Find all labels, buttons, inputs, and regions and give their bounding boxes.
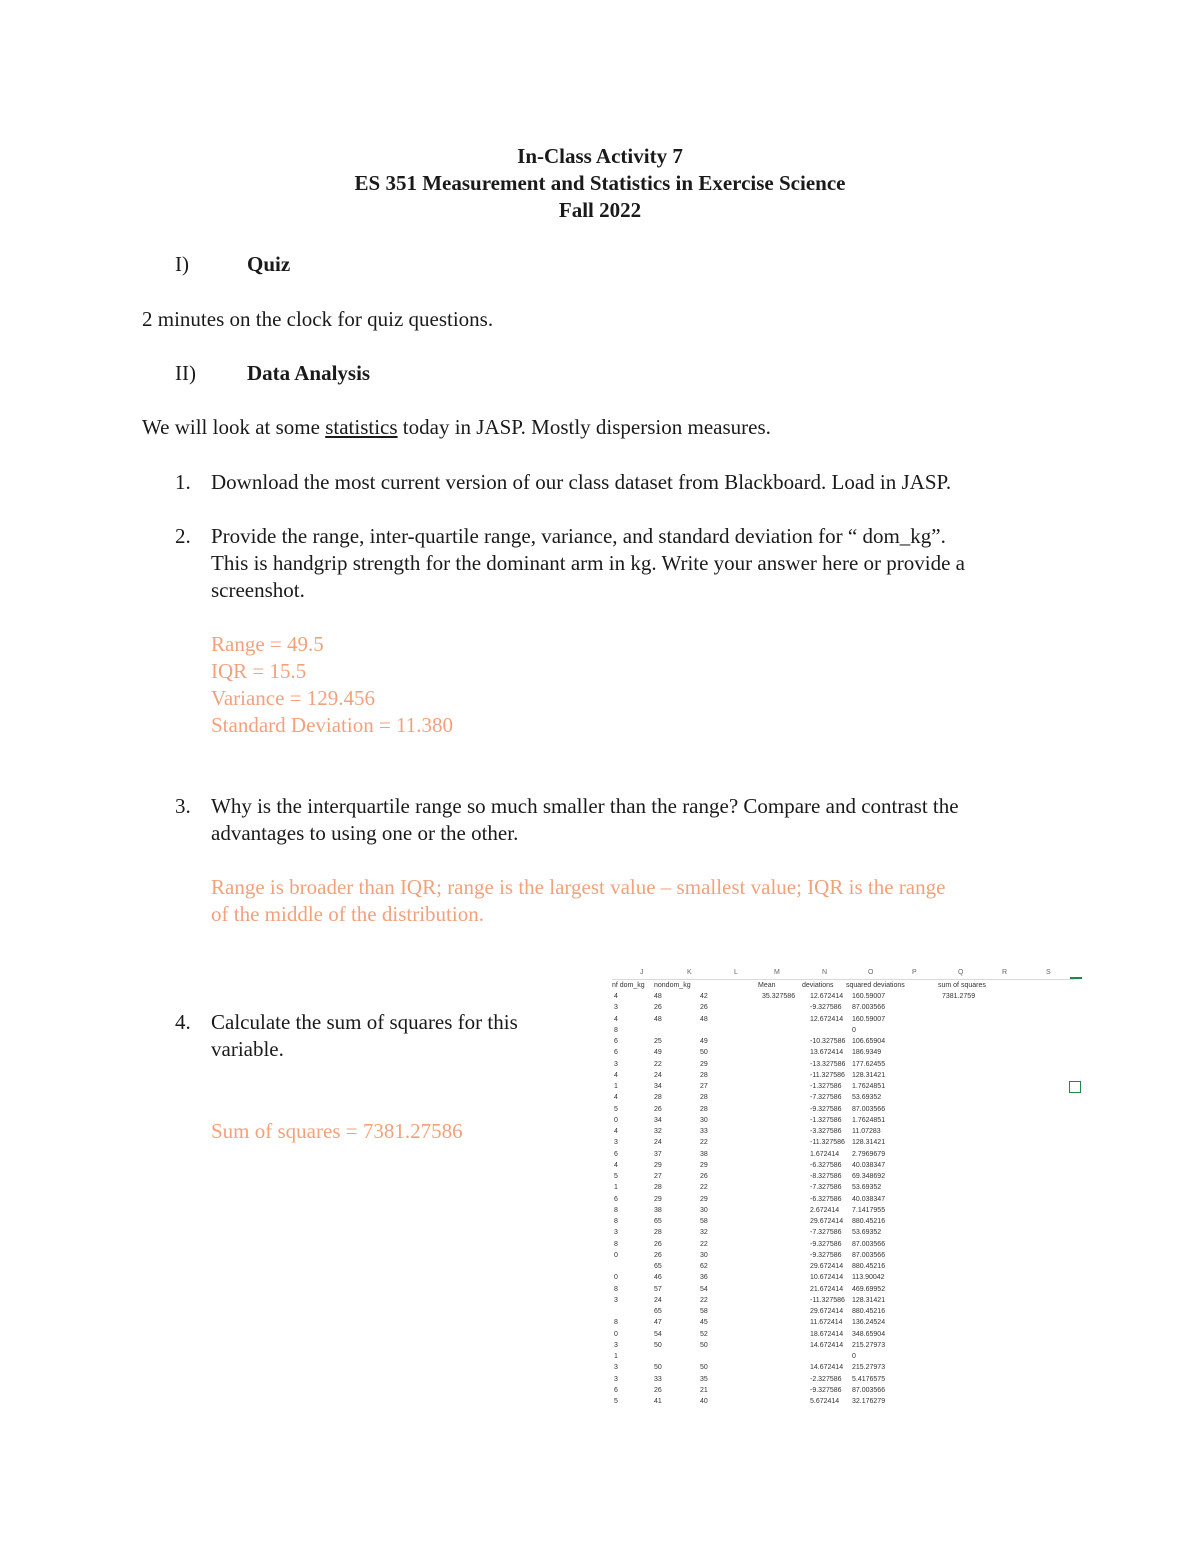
table-cell: 34 <box>654 1116 662 1124</box>
table-cell: 29.672414 <box>810 1263 844 1270</box>
table-cell: 22 <box>700 1184 708 1192</box>
table-cell: 3 <box>614 1341 618 1349</box>
table-cell: -9.327586 <box>810 1386 842 1394</box>
question-2-number: 2. <box>175 524 191 548</box>
table-cell: 6 <box>614 1195 618 1203</box>
question-3-answer-line: Range is broader than IQR; range is the largest value – smallest value; IQR is the range <box>211 875 946 899</box>
table-cell: 3 <box>614 1229 618 1237</box>
table-cell: 1 <box>614 1083 618 1090</box>
table-cell: 14.672414 <box>810 1341 844 1349</box>
table-cell: 1.672414 <box>810 1150 840 1158</box>
table-cell: 87.003566 <box>852 1004 886 1012</box>
table-cell: 3 <box>614 1060 618 1068</box>
table-cell: 47 <box>654 1319 662 1327</box>
table-cell: 28 <box>654 1229 662 1237</box>
table-cell: 12.672414 <box>810 1015 844 1023</box>
table-cell: 38 <box>654 1206 662 1214</box>
table-cell: 8 <box>614 1285 618 1293</box>
table-cell: 10.672414 <box>810 1274 844 1282</box>
answer-standard-deviation: Standard Deviation = 11.380 <box>211 713 454 737</box>
column-letter: M <box>774 969 780 976</box>
table-cell: 0 <box>614 1251 618 1259</box>
table-cell: 26 <box>654 1240 662 1248</box>
table-cell: 0 <box>852 1353 856 1360</box>
column-letter: L <box>734 969 738 976</box>
column-header: deviations <box>802 982 834 989</box>
table-cell: 6 <box>614 1150 618 1158</box>
table-cell: 30 <box>700 1206 708 1214</box>
table-cell: 186.9349 <box>852 1049 882 1057</box>
table-cell: 48 <box>700 1015 708 1023</box>
table-cell: 50 <box>700 1341 708 1349</box>
table-cell: 880.45216 <box>852 1263 886 1270</box>
table-cell: -9.327586 <box>810 1105 842 1113</box>
intro-text-pre: We will look at some <box>142 415 326 439</box>
column-letter: J <box>640 969 644 976</box>
question-1-text: Download the most current version of our class dataset from Blackboard. Load in JASP. <box>211 470 952 494</box>
table-cell: 3 <box>614 1296 618 1304</box>
table-cell: 26 <box>654 1105 662 1113</box>
table-cell: 45 <box>700 1319 708 1327</box>
table-cell: 2.672414 <box>810 1206 840 1214</box>
table-cell: 50 <box>700 1364 708 1372</box>
column-header: squared deviations <box>846 982 905 989</box>
table-cell: -6.327586 <box>810 1161 842 1169</box>
answer-range: Range = 49.5 <box>211 632 324 656</box>
answer-variance: Variance = 129.456 <box>211 686 376 710</box>
table-cell: 26 <box>654 1004 662 1012</box>
answer-iqr: IQR = 15.5 <box>211 659 307 683</box>
table-cell: 62 <box>700 1263 708 1270</box>
table-cell: -1.327586 <box>810 1116 842 1124</box>
table-cell: 65 <box>654 1218 662 1225</box>
sum-of-squares-value: 7381.2759 <box>942 993 976 1000</box>
table-cell: 29 <box>700 1060 708 1068</box>
term: Fall 2022 <box>558 198 642 222</box>
green-marker-icon <box>1070 977 1082 979</box>
section-1-text: 2 minutes on the clock for quiz questions. <box>142 307 494 331</box>
spreadsheet-screenshot <box>612 962 1084 1412</box>
question-1-number: 1. <box>175 470 191 494</box>
section-2-intro <box>142 414 771 441</box>
table-cell: 1 <box>614 1184 618 1192</box>
table-cell: 128.31421 <box>852 1071 886 1079</box>
table-cell: 26 <box>700 1173 708 1180</box>
table-cell: 21 <box>700 1386 708 1394</box>
column-letter: Q <box>958 969 964 976</box>
table-cell: 33 <box>654 1375 662 1383</box>
table-cell: 58 <box>700 1308 708 1315</box>
table-cell: -13.327586 <box>810 1060 846 1068</box>
table-cell: 49 <box>700 1038 708 1045</box>
table-cell: 87.003566 <box>852 1240 886 1248</box>
table-cell: 65 <box>654 1263 662 1270</box>
table-cell: 32 <box>654 1128 662 1135</box>
table-cell: 40.038347 <box>852 1195 886 1203</box>
table-cell: 160.59007 <box>852 1015 886 1023</box>
table-cell: 48 <box>654 993 662 1000</box>
question-3-answer-line: of the middle of the distribution. <box>211 902 484 926</box>
table-cell: 42 <box>700 993 708 1000</box>
table-cell: 69.348692 <box>852 1173 886 1180</box>
table-cell: 50 <box>654 1364 662 1372</box>
table-cell: 36 <box>700 1274 708 1282</box>
table-cell: -9.327586 <box>810 1004 842 1012</box>
table-cell: 8 <box>614 1206 618 1214</box>
table-cell: 880.45216 <box>852 1218 886 1225</box>
question-4-line: variable. <box>211 1037 284 1061</box>
table-cell: 30 <box>700 1116 708 1124</box>
column-letter: O <box>868 969 874 976</box>
table-cell: 54 <box>700 1285 708 1293</box>
table-cell: 28 <box>700 1094 708 1102</box>
table-cell: 1 <box>614 1353 618 1360</box>
table-cell: 35 <box>700 1375 708 1383</box>
table-cell: 348.65904 <box>852 1330 886 1338</box>
section-2-title: Data Analysis <box>247 361 371 385</box>
table-cell: 57 <box>654 1285 662 1293</box>
table-cell: 3 <box>614 1375 618 1383</box>
table-cell: 26 <box>654 1386 662 1394</box>
table-cell: 113.90042 <box>852 1274 885 1282</box>
table-cell: 8 <box>614 1319 618 1327</box>
table-cell: 24 <box>654 1071 662 1079</box>
table-cell: -7.327586 <box>810 1094 842 1102</box>
table-cell: 7.1417955 <box>852 1206 886 1214</box>
table-cell: 29 <box>654 1195 662 1203</box>
table-cell: -1.327586 <box>810 1083 842 1090</box>
table-cell: 40.038347 <box>852 1161 886 1169</box>
table-cell: 53.69352 <box>852 1094 882 1102</box>
table-cell: -3.327586 <box>810 1128 842 1135</box>
table-cell: 12.672414 <box>810 993 844 1000</box>
table-cell: -9.327586 <box>810 1240 842 1248</box>
column-header: sum of squares <box>938 982 986 989</box>
table-cell: 29 <box>700 1195 708 1203</box>
table-cell: 5.672414 <box>810 1398 840 1405</box>
question-4-line: Calculate the sum of squares for this <box>211 1010 518 1034</box>
table-cell: 27 <box>700 1083 708 1090</box>
table-cell: 25 <box>654 1038 662 1045</box>
answer-sum-of-squares: Sum of squares = 7381.27586 <box>211 1119 463 1143</box>
table-cell: 18.672414 <box>810 1330 844 1338</box>
table-cell: 469.69952 <box>852 1285 886 1293</box>
table-cell: 0 <box>614 1116 618 1124</box>
column-header: Mean <box>758 982 776 989</box>
table-cell: 38 <box>700 1150 708 1158</box>
table-cell: 22 <box>700 1139 708 1147</box>
column-letter: N <box>822 969 828 976</box>
table-cell: 177.62455 <box>852 1060 886 1068</box>
question-4-number: 4. <box>175 1010 191 1034</box>
table-cell: 53.69352 <box>852 1229 882 1237</box>
table-cell: 4 <box>614 1161 618 1169</box>
table-cell: 6 <box>614 1038 618 1045</box>
table-cell: 32.176279 <box>852 1398 886 1405</box>
table-cell: 22 <box>700 1240 708 1248</box>
table-cell: 58 <box>700 1218 708 1225</box>
table-cell: -11.327586 <box>810 1071 845 1079</box>
table-cell: 880.45216 <box>852 1308 886 1315</box>
column-header-divider <box>612 979 1074 980</box>
table-cell: 13.672414 <box>810 1049 844 1057</box>
table-cell: 1.7624851 <box>852 1083 886 1090</box>
table-cell: 4 <box>614 1094 618 1102</box>
column-header: nondom_kg <box>654 982 691 989</box>
intro-text-post: today in JASP. Mostly dispersion measures. <box>397 415 771 439</box>
table-cell: 11.672414 <box>810 1319 843 1327</box>
table-cell: 27 <box>654 1173 662 1180</box>
question-3-line: advantages to using one or the other. <box>211 821 519 845</box>
column-letter: S <box>1046 969 1051 976</box>
table-cell: 3 <box>614 1004 618 1012</box>
table-cell: 37 <box>654 1150 662 1158</box>
table-cell: 5 <box>614 1398 618 1405</box>
table-cell: 40 <box>700 1398 708 1405</box>
green-box-icon <box>1069 1081 1081 1093</box>
question-2-line: Provide the range, inter-quartile range, variance, and standard deviation for “ dom_kg”. <box>211 524 946 548</box>
table-cell: 22 <box>654 1060 662 1068</box>
statistics-link[interactable]: statistics <box>325 415 398 439</box>
table-cell: 53.69352 <box>852 1184 882 1192</box>
table-cell: 28 <box>700 1071 708 1079</box>
table-cell: 26 <box>700 1004 708 1012</box>
table-cell: 87.003566 <box>852 1386 886 1394</box>
table-cell: -7.327586 <box>810 1184 842 1192</box>
table-cell: 3 <box>614 1139 618 1147</box>
table-cell: 52 <box>700 1330 708 1338</box>
table-cell: -6.327586 <box>810 1195 842 1203</box>
table-cell: 54 <box>654 1330 662 1338</box>
section-2-number: II) <box>175 361 196 385</box>
table-cell: 0 <box>614 1274 618 1282</box>
table-cell: -11.327586 <box>810 1139 845 1147</box>
table-cell: 87.003566 <box>852 1105 886 1113</box>
table-cell: 11.07283 <box>852 1128 881 1135</box>
table-cell: 34 <box>654 1083 662 1090</box>
table-cell: 8 <box>614 1026 618 1034</box>
document-title: In-Class Activity 7 <box>517 144 683 168</box>
table-cell: 46 <box>654 1274 662 1282</box>
column-letter: P <box>912 969 917 976</box>
table-cell: 8 <box>614 1218 618 1225</box>
table-cell: 24 <box>654 1296 662 1304</box>
question-2-line: This is handgrip strength for the dominant arm in kg. Write your answer here or provide a <box>211 551 965 575</box>
table-cell: 28 <box>654 1094 662 1102</box>
question-3-number: 3. <box>175 794 191 818</box>
course-title: ES 351 Measurement and Statistics in Exercise Science <box>354 171 846 195</box>
table-cell: 5.4176575 <box>852 1375 886 1383</box>
table-cell: 33 <box>700 1128 708 1135</box>
table-cell: 28 <box>700 1105 708 1113</box>
table-cell: 6 <box>614 1386 618 1394</box>
table-cell: 29 <box>654 1161 662 1169</box>
table-cell: 215.27973 <box>852 1341 886 1349</box>
table-cell: 87.003566 <box>852 1251 886 1259</box>
column-header: nf dom_kg <box>612 982 645 989</box>
column-letter: K <box>687 969 692 976</box>
table-cell: 41 <box>654 1398 662 1405</box>
table-cell: 2.7969679 <box>852 1150 886 1158</box>
table-cell: 8 <box>614 1240 618 1248</box>
section-1-number: I) <box>175 252 189 276</box>
table-cell: 0 <box>614 1330 618 1338</box>
question-3-line: Why is the interquartile range so much smaller than the range? Compare and contrast the <box>211 794 959 818</box>
table-cell: 21.672414 <box>810 1285 844 1293</box>
table-cell: -7.327586 <box>810 1229 842 1237</box>
table-cell: -10.327586 <box>810 1038 846 1045</box>
table-cell: 50 <box>700 1049 708 1057</box>
section-1-title: Quiz <box>247 252 291 276</box>
table-cell: 30 <box>700 1251 708 1259</box>
table-cell: -2.327586 <box>810 1375 842 1383</box>
table-cell: 48 <box>654 1015 662 1023</box>
table-cell: 50 <box>654 1341 662 1349</box>
column-letter: R <box>1002 969 1008 976</box>
table-cell: 14.672414 <box>810 1364 844 1372</box>
mean-value: 35.327586 <box>762 993 796 1000</box>
table-cell: 4 <box>614 1128 618 1135</box>
table-cell: 160.59007 <box>852 993 886 1000</box>
table-cell: 26 <box>654 1251 662 1259</box>
table-cell: -11.327586 <box>810 1296 845 1304</box>
table-cell: 4 <box>614 993 618 1000</box>
table-cell: 0 <box>852 1026 856 1034</box>
table-cell: 4 <box>614 1071 618 1079</box>
table-cell: 3 <box>614 1364 618 1372</box>
table-cell: 29.672414 <box>810 1218 844 1225</box>
table-cell: 5 <box>614 1105 618 1113</box>
table-cell: -9.327586 <box>810 1251 842 1259</box>
table-cell: 215.27973 <box>852 1364 886 1372</box>
table-cell: 6 <box>614 1049 618 1057</box>
question-2-line: screenshot. <box>211 578 305 602</box>
table-cell: 24 <box>654 1139 662 1147</box>
table-cell: 128.31421 <box>852 1139 886 1147</box>
table-cell: 28 <box>654 1184 662 1192</box>
table-cell: 128.31421 <box>852 1296 886 1304</box>
table-cell: 136.24524 <box>852 1319 886 1327</box>
table-cell: 29.672414 <box>810 1308 844 1315</box>
table-cell: 106.65904 <box>852 1038 886 1045</box>
table-cell: 1.7624851 <box>852 1116 886 1124</box>
table-cell: 22 <box>700 1296 708 1304</box>
table-cell: 49 <box>654 1049 662 1057</box>
table-cell: 5 <box>614 1173 618 1180</box>
table-cell: -8.327586 <box>810 1173 842 1180</box>
table-cell: 4 <box>614 1015 618 1023</box>
table-cell: 29 <box>700 1161 708 1169</box>
table-cell: 32 <box>700 1229 708 1237</box>
table-cell: 65 <box>654 1308 662 1315</box>
